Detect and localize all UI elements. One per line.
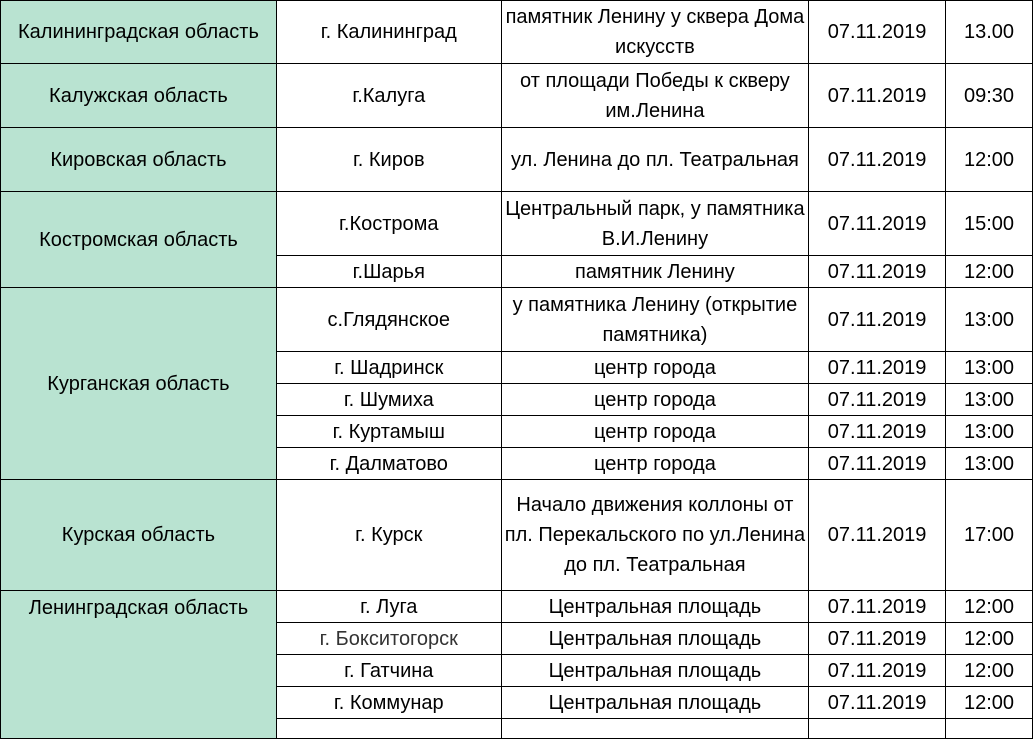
place-cell: Центральная площадь	[501, 655, 809, 687]
place-cell: у памятника Ленину (открытие памятника)	[501, 288, 809, 352]
region-cell: Курская область	[1, 480, 277, 591]
time-cell: 12:00	[946, 591, 1033, 623]
time-cell: 12:00	[946, 128, 1033, 192]
table-row	[1, 128, 1033, 192]
city-cell: г. Бокситогорск	[276, 623, 501, 655]
place-cell: центр города	[501, 448, 809, 480]
time-cell: 12:00	[946, 687, 1033, 719]
region-cell: Ленинградская область	[1, 591, 277, 739]
region-cell: Калужская область	[1, 64, 277, 128]
time-cell: 17:00	[946, 480, 1033, 591]
city-cell: г. Коммунар	[276, 687, 501, 719]
time-cell: 12:00	[946, 623, 1033, 655]
time-cell: 13:00	[946, 288, 1033, 352]
region-cell: Костромская область	[1, 192, 277, 288]
time-cell: 13:00	[946, 416, 1033, 448]
date-cell: 07.11.2019	[809, 655, 946, 687]
empty-cell	[946, 719, 1033, 739]
date-cell: 07.11.2019	[809, 256, 946, 288]
city-cell: г. Шумиха	[276, 384, 501, 416]
date-cell: 07.11.2019	[809, 288, 946, 352]
place-cell: Центральная площадь	[501, 591, 809, 623]
time-cell: 15:00	[946, 192, 1033, 256]
table-row	[1, 288, 1033, 352]
time-cell: 09:30	[946, 64, 1033, 128]
city-cell: г. Далматово	[276, 448, 501, 480]
city-cell: г. Курск	[276, 480, 501, 591]
time-cell: 13:00	[946, 384, 1033, 416]
time-cell: 13:00	[946, 448, 1033, 480]
table-row	[1, 192, 1033, 256]
city-cell: г.Шарья	[276, 256, 501, 288]
place-cell: памятник Ленину	[501, 256, 809, 288]
date-cell: 07.11.2019	[809, 623, 946, 655]
place-cell: ул. Ленина до пл. Театральная	[501, 128, 809, 192]
place-cell: центр города	[501, 384, 809, 416]
date-cell: 07.11.2019	[809, 352, 946, 384]
region-cell: Кировская область	[1, 128, 277, 192]
time-cell: 13.00	[946, 1, 1033, 64]
table-row	[1, 591, 1033, 623]
date-cell: 07.11.2019	[809, 192, 946, 256]
city-cell: г. Калининград	[276, 1, 501, 64]
city-cell: г.Калуга	[276, 64, 501, 128]
date-cell: 07.11.2019	[809, 1, 946, 64]
empty-cell	[276, 719, 501, 739]
time-cell: 12:00	[946, 256, 1033, 288]
date-cell: 07.11.2019	[809, 591, 946, 623]
place-cell: центр города	[501, 416, 809, 448]
date-cell: 07.11.2019	[809, 128, 946, 192]
city-cell: г.Кострома	[276, 192, 501, 256]
city-cell: с.Глядянское	[276, 288, 501, 352]
date-cell: 07.11.2019	[809, 416, 946, 448]
city-cell: г. Шадринск	[276, 352, 501, 384]
place-cell: центр города	[501, 352, 809, 384]
region-cell: Калининградская область	[1, 1, 277, 64]
table-row	[1, 64, 1033, 128]
date-cell: 07.11.2019	[809, 480, 946, 591]
date-cell: 07.11.2019	[809, 64, 946, 128]
place-cell: от площади Победы к скверу им.Ленина	[501, 64, 809, 128]
city-cell: г. Куртамыш	[276, 416, 501, 448]
place-cell: Центральная площадь	[501, 623, 809, 655]
empty-cell	[809, 719, 946, 739]
city-cell: г. Гатчина	[276, 655, 501, 687]
region-cell: Курганская область	[1, 288, 277, 480]
time-cell: 13:00	[946, 352, 1033, 384]
place-cell: Центральный парк, у памятника В.И.Ленину	[501, 192, 809, 256]
date-cell: 07.11.2019	[809, 384, 946, 416]
city-cell: г. Киров	[276, 128, 501, 192]
empty-cell	[501, 719, 809, 739]
place-cell: Центральная площадь	[501, 687, 809, 719]
table-row	[1, 480, 1033, 591]
date-cell: 07.11.2019	[809, 448, 946, 480]
table-row	[1, 1, 1033, 64]
place-cell: памятник Ленину у сквера Дома искусств	[501, 1, 809, 64]
city-cell: г. Луга	[276, 591, 501, 623]
time-cell: 12:00	[946, 655, 1033, 687]
place-cell: Начало движения коллоны от пл. Перекальского по ул.Ленина до пл. Театральная	[501, 480, 809, 591]
date-cell: 07.11.2019	[809, 687, 946, 719]
